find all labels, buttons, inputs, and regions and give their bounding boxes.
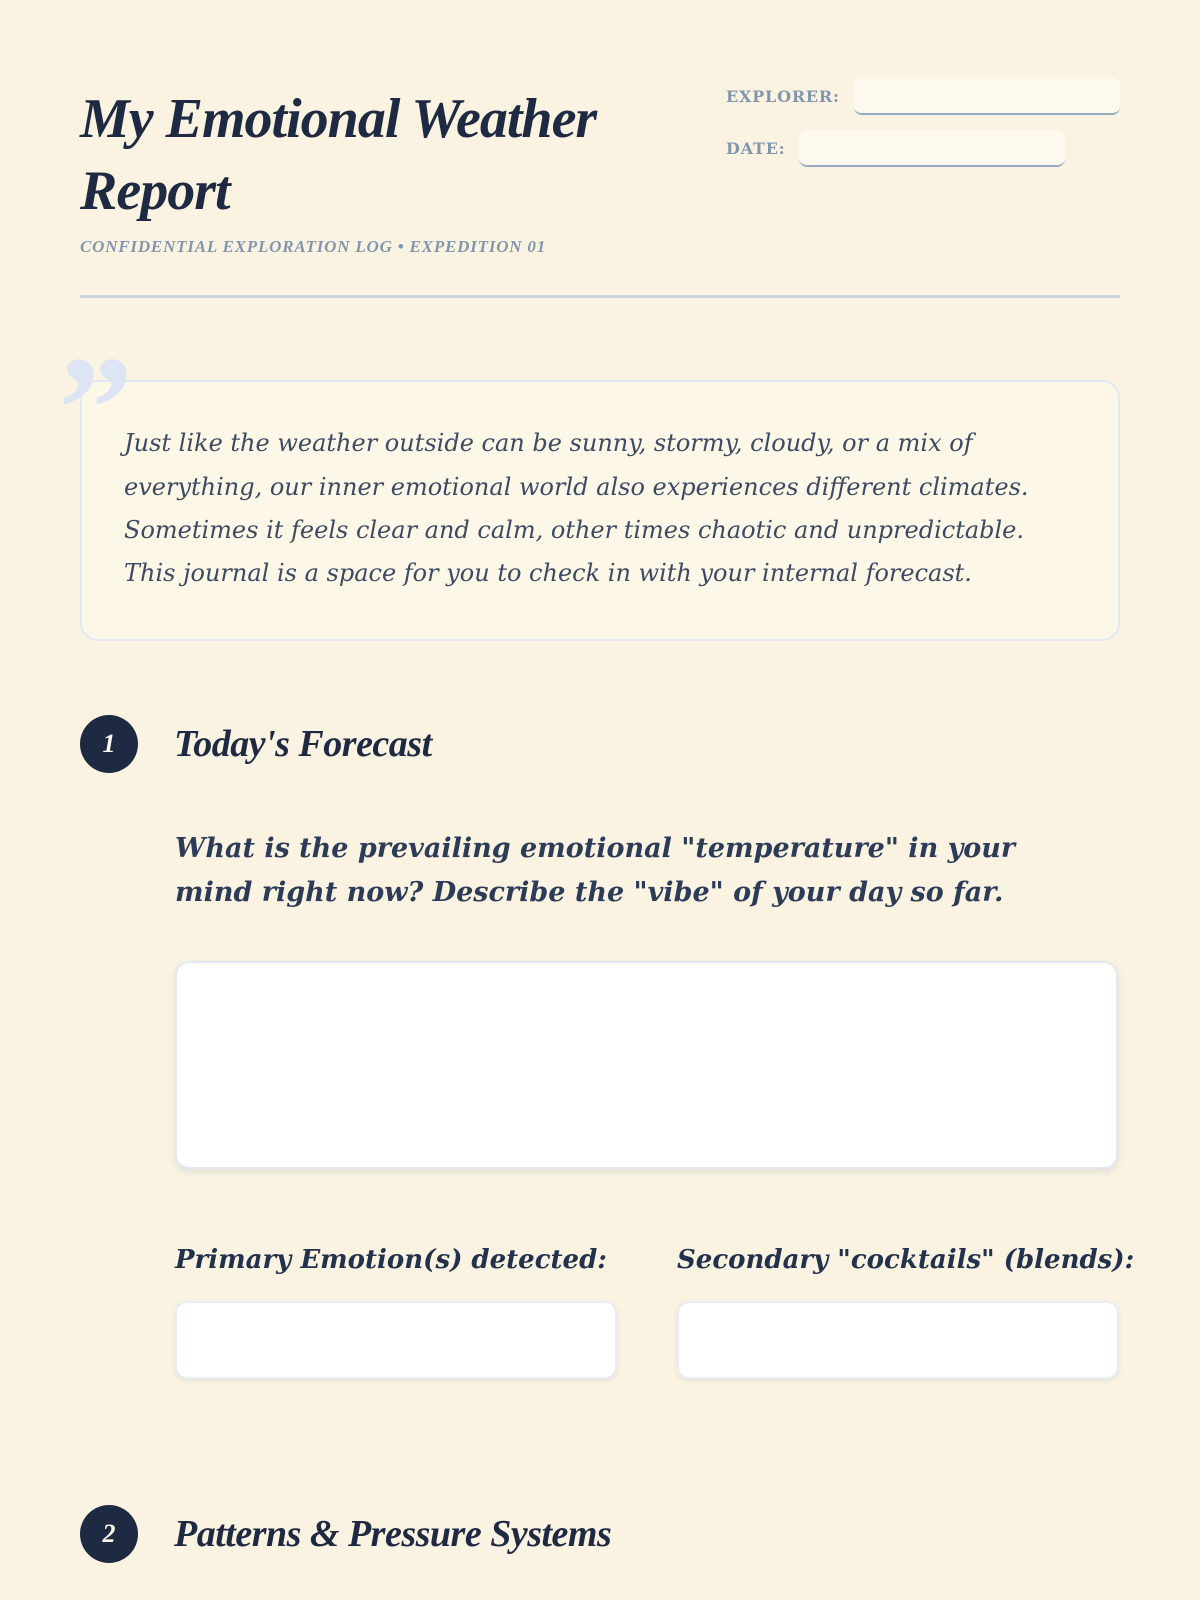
section-1-title: Today's Forecast bbox=[174, 723, 432, 766]
header-fields bbox=[726, 78, 1120, 182]
forecast-question: What is the prevailing emotional "temperature" in your mind right now? Describe the "vibe" of your day so far. bbox=[175, 833, 1016, 909]
section-2-title: Patterns & Pressure Systems bbox=[174, 1513, 612, 1556]
date-label: DATE: bbox=[726, 139, 786, 158]
primary-emotion-field bbox=[175, 1245, 617, 1379]
date-input[interactable] bbox=[799, 130, 1065, 167]
forecast-answer-textarea[interactable] bbox=[175, 961, 1118, 1169]
section-1-number-badge: 1 bbox=[80, 715, 138, 773]
explorer-label: EXPLORER: bbox=[726, 87, 840, 106]
intro-quote-box bbox=[80, 380, 1120, 641]
section-1-header bbox=[80, 715, 1120, 773]
section-2-header bbox=[80, 1505, 1120, 1563]
confidential-subtitle: CONFIDENTIAL EXPLORATION LOG • EXPEDITION 01 bbox=[80, 237, 547, 257]
date-field-row bbox=[726, 130, 1120, 167]
section-2-number-badge: 2 bbox=[80, 1505, 138, 1563]
page-header bbox=[80, 0, 1120, 298]
intro-quote-section bbox=[58, 326, 1120, 641]
intro-quote-text: Just like the weather outside can be sunny, stormy, cloudy, or a mix of everything, our inner emotional world also experiences different climates. Sometimes it feels clear and calm, other times chaotic and unpredictable. This journal is a space for you to check in with your internal forecast. bbox=[124, 429, 1029, 587]
explorer-input[interactable] bbox=[854, 78, 1120, 115]
header-divider bbox=[80, 295, 1120, 298]
secondary-cocktails-input[interactable] bbox=[677, 1301, 1119, 1379]
primary-emotion-label: Primary Emotion(s) detected: bbox=[175, 1245, 607, 1276]
primary-emotion-input[interactable] bbox=[175, 1301, 617, 1379]
emotion-fields-row bbox=[175, 1245, 1135, 1379]
page-title: My Emotional Weather Report bbox=[80, 88, 597, 222]
explorer-field-row bbox=[726, 78, 1120, 115]
secondary-cocktails-field bbox=[677, 1245, 1135, 1379]
secondary-cocktails-label: Secondary "cocktails" (blends): bbox=[677, 1245, 1135, 1276]
double-quote-icon: ” bbox=[58, 326, 133, 493]
